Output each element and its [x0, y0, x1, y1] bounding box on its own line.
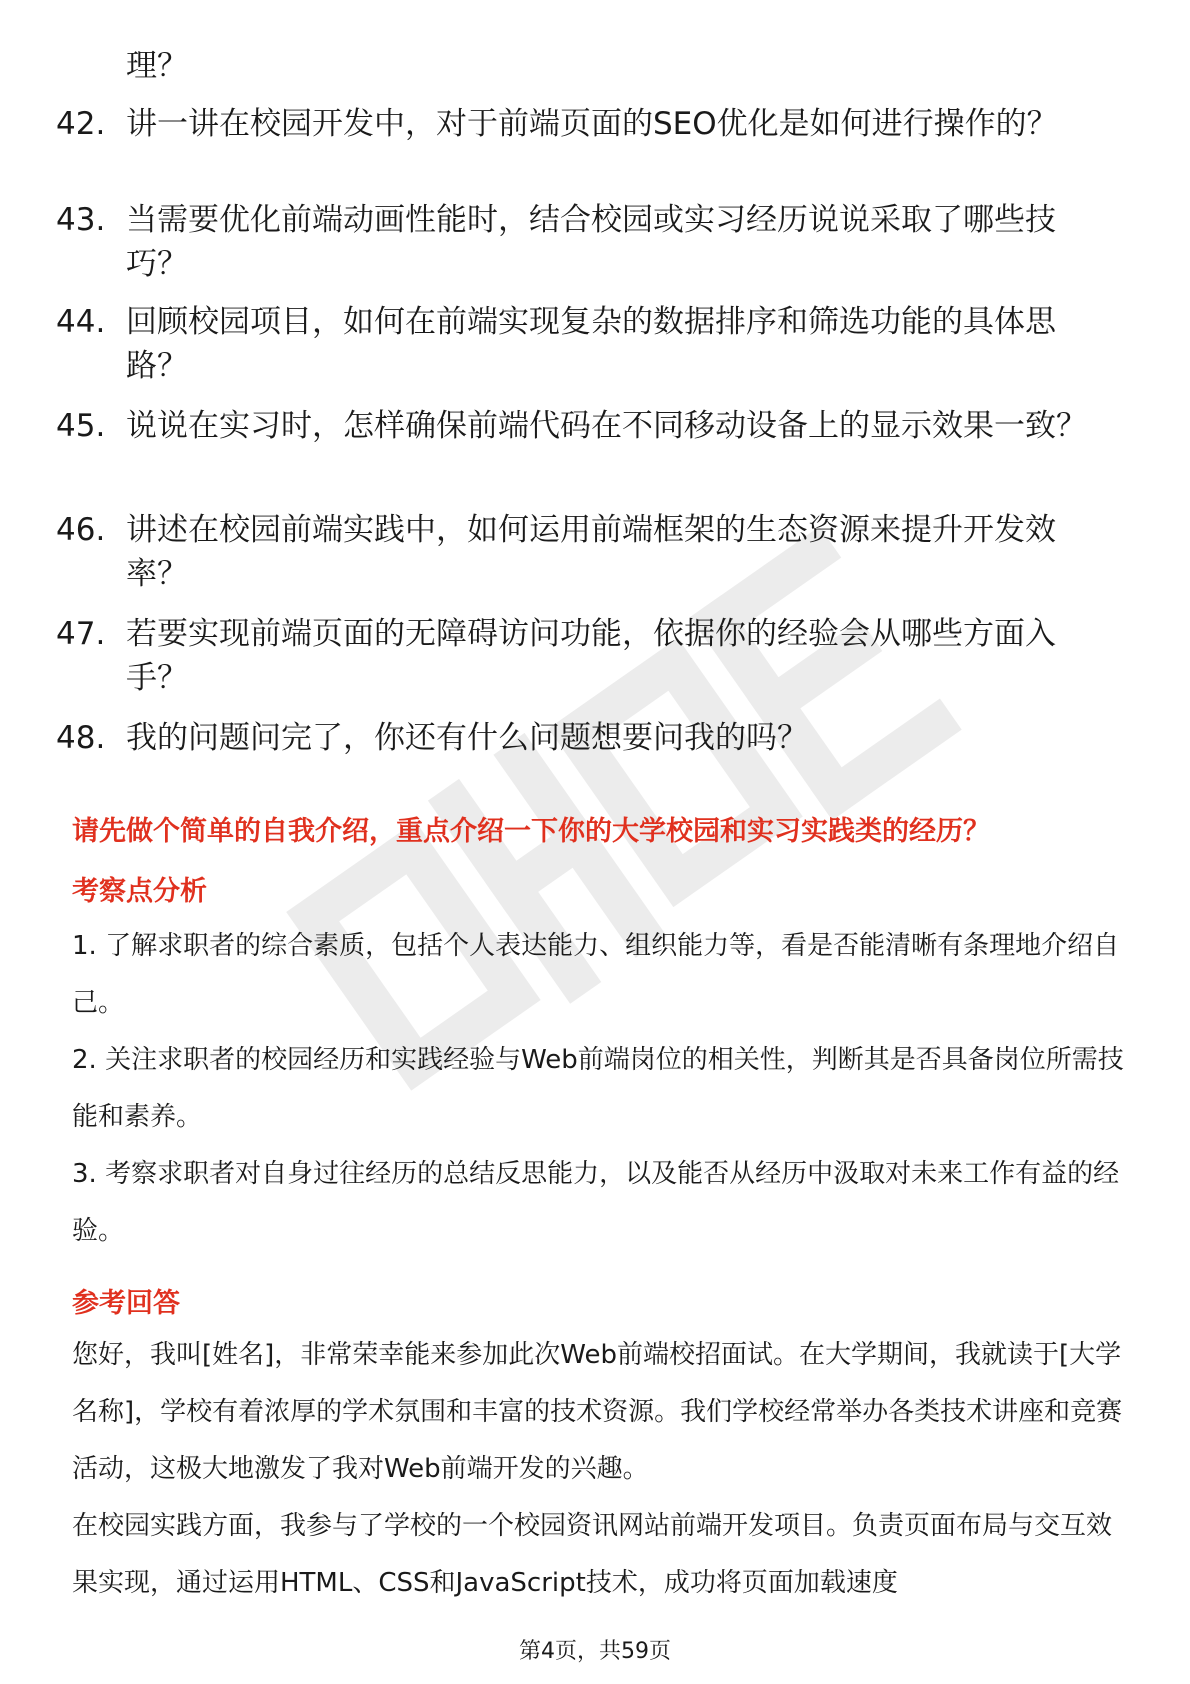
question-text: 我的问题问完了，你还有什么问题想要问我的吗？ [126, 720, 808, 756]
page-indicator: 第4页，共59页 [519, 1639, 671, 1664]
question-number: 43. [56, 202, 106, 238]
answer-heading: 参考回答 [72, 1288, 180, 1319]
question-text: 说说在实习时，怎样确保前端代码在不同移动设备上的显示效果一致？ [126, 408, 1087, 444]
analysis-point: 3. 考察求职者对自身过往经历的总结反思能力，以及能否从经历中汲取对未来工作有益的经验。 [72, 1159, 1120, 1246]
question-number: 44. [56, 304, 106, 340]
question-text: 若要实现前端页面的无障碍访问功能，依据你的经验会从哪些方面入手？ [126, 616, 1056, 696]
section-question-title: 请先做个简单的自我介绍，重点介绍一下你的大学校园和实习实践类的经历？ [72, 816, 990, 847]
analysis-point: 1. 了解求职者的综合素质，包括个人表达能力、组织能力等，看是否能清晰有条理地介绍自己。 [72, 931, 1120, 1018]
question-continuation: 理？ [126, 48, 188, 84]
question-text: 讲述在校园前端实践中，如何运用前端框架的生态资源来提升开发效率？ [126, 512, 1056, 592]
question-number: 45. [56, 408, 106, 444]
answer-paragraph: 您好，我叫[姓名]，非常荣幸能来参加此次Web前端校招面试。在大学期间，我就读于[大学名称]，学校有着浓厚的学术氛围和丰富的技术资源。我们学校经常举办各类技术讲座和竞赛活动，这极大地激发了我对Web前端开发的兴趣。 [72, 1340, 1123, 1484]
question-number: 42. [56, 106, 106, 142]
answer-paragraph: 在校园实践方面，我参与了学校的一个校园资讯网站前端开发项目。负责页面布局与交互效果实现，通过运用HTML、CSS和JavaScript技术，成功将页面加载速度 [72, 1511, 1113, 1598]
question-text: 讲一讲在校园开发中，对于前端页面的SEO优化是如何进行操作的？ [126, 106, 1058, 142]
analysis-point: 2. 关注求职者的校园经历和实践经验与Web前端岗位的相关性，判断其是否具备岗位所需技能和素养。 [72, 1045, 1124, 1132]
question-number: 48. [56, 720, 106, 756]
analysis-heading: 考察点分析 [72, 876, 207, 907]
question-number: 47. [56, 616, 106, 652]
question-text: 回顾校园项目，如何在前端实现复杂的数据排序和筛选功能的具体思路？ [126, 304, 1056, 384]
question-text: 当需要优化前端动画性能时，结合校园或实习经历说说采取了哪些技巧？ [126, 202, 1056, 282]
question-number: 46. [56, 512, 106, 548]
